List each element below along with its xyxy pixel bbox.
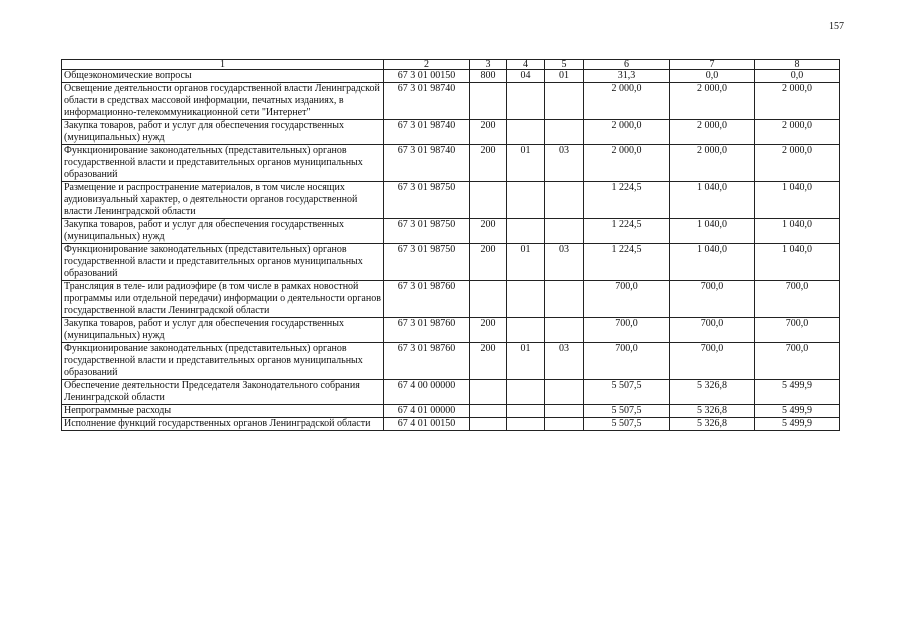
row-pr-cell: [545, 120, 584, 145]
row-name-cell: Функционирование законодательных (представительных) органов государственной власти и представительных органов муниципальных образований: [62, 343, 384, 380]
row-value-3-cell: 0,0: [755, 70, 840, 83]
row-value-1-cell: 2 000,0: [584, 145, 670, 182]
header-col-1: 1: [62, 60, 384, 70]
row-name-cell: Функционирование законодательных (представительных) органов государственной власти и представительных органов муниципальных образований: [62, 145, 384, 182]
row-name-cell: Обеспечение деятельности Председателя Законодательного собрания Ленинградской области: [62, 380, 384, 405]
row-code-cell: 67 3 01 98740: [384, 120, 470, 145]
row-value-1-cell: 700,0: [584, 318, 670, 343]
row-value-1-cell: 700,0: [584, 281, 670, 318]
row-value-1-cell: 31,3: [584, 70, 670, 83]
row-vr-cell: 200: [470, 145, 507, 182]
row-value-2-cell: 5 326,8: [670, 405, 755, 418]
row-vr-cell: 200: [470, 318, 507, 343]
row-vr-cell: 800: [470, 70, 507, 83]
table-row: [62, 405, 840, 418]
table-row: [62, 70, 840, 83]
row-vr-cell: [470, 418, 507, 431]
row-rz-cell: [507, 418, 545, 431]
row-code-cell: 67 3 01 98760: [384, 281, 470, 318]
row-code-cell: 67 4 00 00000: [384, 380, 470, 405]
table-row: [62, 120, 840, 145]
row-vr-cell: [470, 380, 507, 405]
row-pr-cell: 01: [545, 70, 584, 83]
row-value-2-cell: 700,0: [670, 318, 755, 343]
row-name-cell: Закупка товаров, работ и услуг для обеспечения государственных (муниципальных) нужд: [62, 318, 384, 343]
header-col-6: 6: [584, 60, 670, 70]
row-name-cell: Освещение деятельности органов государственной власти Ленинградской области в средствах массовой информации, печатных изданиях, в информационно-телекоммуникационной сети "Интернет": [62, 83, 384, 120]
row-vr-cell: [470, 405, 507, 418]
row-vr-cell: [470, 281, 507, 318]
row-name-cell: Закупка товаров, работ и услуг для обеспечения государственных (муниципальных) нужд: [62, 120, 384, 145]
page-number: 157: [829, 21, 844, 32]
row-pr-cell: [545, 418, 584, 431]
row-value-2-cell: 1 040,0: [670, 219, 755, 244]
row-pr-cell: 03: [545, 343, 584, 380]
row-rz-cell: [507, 219, 545, 244]
row-value-1-cell: 1 224,5: [584, 182, 670, 219]
row-rz-cell: 01: [507, 145, 545, 182]
row-value-3-cell: 700,0: [755, 318, 840, 343]
row-vr-cell: [470, 182, 507, 219]
row-vr-cell: [470, 83, 507, 120]
table-body: [62, 70, 840, 431]
row-code-cell: 67 4 01 00000: [384, 405, 470, 418]
header-col-8: 8: [755, 60, 840, 70]
row-pr-cell: [545, 281, 584, 318]
row-rz-cell: 01: [507, 343, 545, 380]
row-code-cell: 67 4 01 00150: [384, 418, 470, 431]
row-value-3-cell: 2 000,0: [755, 83, 840, 120]
row-value-2-cell: 2 000,0: [670, 83, 755, 120]
row-pr-cell: [545, 405, 584, 418]
row-rz-cell: [507, 120, 545, 145]
row-rz-cell: [507, 318, 545, 343]
row-rz-cell: [507, 281, 545, 318]
row-code-cell: 67 3 01 98760: [384, 343, 470, 380]
row-value-3-cell: 5 499,9: [755, 405, 840, 418]
row-value-1-cell: 2 000,0: [584, 83, 670, 120]
table-row: [62, 343, 840, 380]
row-name-cell: Непрограммные расходы: [62, 405, 384, 418]
table-row: [62, 83, 840, 120]
row-vr-cell: 200: [470, 219, 507, 244]
row-value-2-cell: 2 000,0: [670, 120, 755, 145]
row-rz-cell: 04: [507, 70, 545, 83]
header-col-3: 3: [470, 60, 507, 70]
row-vr-cell: 200: [470, 120, 507, 145]
table-row: [62, 145, 840, 182]
row-value-3-cell: 700,0: [755, 343, 840, 380]
row-rz-cell: [507, 83, 545, 120]
row-value-3-cell: 1 040,0: [755, 182, 840, 219]
row-name-cell: Трансляция в теле- или радиоэфире (в том числе в рамках новостной программы или отдельной передачи) информации о деятельности органов государственной власти Ленинградской области: [62, 281, 384, 318]
row-pr-cell: [545, 318, 584, 343]
table-row: [62, 219, 840, 244]
row-pr-cell: [545, 182, 584, 219]
row-code-cell: 67 3 01 98750: [384, 219, 470, 244]
row-code-cell: 67 3 01 98750: [384, 182, 470, 219]
row-code-cell: 67 3 01 98760: [384, 318, 470, 343]
table-header-row: [62, 60, 840, 70]
row-name-cell: Функционирование законодательных (представительных) органов государственной власти и представительных органов муниципальных образований: [62, 244, 384, 281]
row-pr-cell: [545, 83, 584, 120]
row-value-1-cell: 5 507,5: [584, 380, 670, 405]
row-code-cell: 67 3 01 98740: [384, 83, 470, 120]
row-rz-cell: [507, 380, 545, 405]
row-name-cell: Размещение и распространение материалов, в том числе носящих аудиовизуальный характер, о деятельности органов государственной власти Ленинградской области: [62, 182, 384, 219]
header-col-7: 7: [670, 60, 755, 70]
row-value-2-cell: 700,0: [670, 343, 755, 380]
row-pr-cell: [545, 380, 584, 405]
row-value-1-cell: 2 000,0: [584, 120, 670, 145]
header-col-4: 4: [507, 60, 545, 70]
row-name-cell: Исполнение функций государственных органов Ленинградской области: [62, 418, 384, 431]
row-value-3-cell: 700,0: [755, 281, 840, 318]
row-pr-cell: 03: [545, 244, 584, 281]
row-pr-cell: [545, 219, 584, 244]
row-vr-cell: 200: [470, 244, 507, 281]
row-value-1-cell: 1 224,5: [584, 244, 670, 281]
row-value-3-cell: 1 040,0: [755, 244, 840, 281]
table-row: [62, 318, 840, 343]
table-row: [62, 281, 840, 318]
row-vr-cell: 200: [470, 343, 507, 380]
row-value-3-cell: 2 000,0: [755, 145, 840, 182]
row-value-3-cell: 5 499,9: [755, 418, 840, 431]
row-value-1-cell: 1 224,5: [584, 219, 670, 244]
row-value-2-cell: 5 326,8: [670, 418, 755, 431]
table-row: [62, 182, 840, 219]
row-rz-cell: 01: [507, 244, 545, 281]
row-value-3-cell: 5 499,9: [755, 380, 840, 405]
table-row: [62, 380, 840, 405]
row-value-1-cell: 5 507,5: [584, 405, 670, 418]
row-name-cell: Закупка товаров, работ и услуг для обеспечения государственных (муниципальных) нужд: [62, 219, 384, 244]
row-value-2-cell: 700,0: [670, 281, 755, 318]
row-pr-cell: 03: [545, 145, 584, 182]
row-name-cell: Общеэкономические вопросы: [62, 70, 384, 83]
row-value-2-cell: 5 326,8: [670, 380, 755, 405]
row-value-3-cell: 2 000,0: [755, 120, 840, 145]
row-value-3-cell: 1 040,0: [755, 219, 840, 244]
row-value-1-cell: 5 507,5: [584, 418, 670, 431]
row-value-2-cell: 1 040,0: [670, 244, 755, 281]
row-rz-cell: [507, 405, 545, 418]
row-rz-cell: [507, 182, 545, 219]
row-value-1-cell: 700,0: [584, 343, 670, 380]
header-col-2: 2: [384, 60, 470, 70]
row-code-cell: 67 3 01 98740: [384, 145, 470, 182]
row-value-2-cell: 2 000,0: [670, 145, 755, 182]
row-value-2-cell: 1 040,0: [670, 182, 755, 219]
table-row: [62, 418, 840, 431]
table-row: [62, 244, 840, 281]
row-value-2-cell: 0,0: [670, 70, 755, 83]
budget-table: [61, 59, 840, 431]
row-code-cell: 67 3 01 00150: [384, 70, 470, 83]
row-code-cell: 67 3 01 98750: [384, 244, 470, 281]
header-col-5: 5: [545, 60, 584, 70]
